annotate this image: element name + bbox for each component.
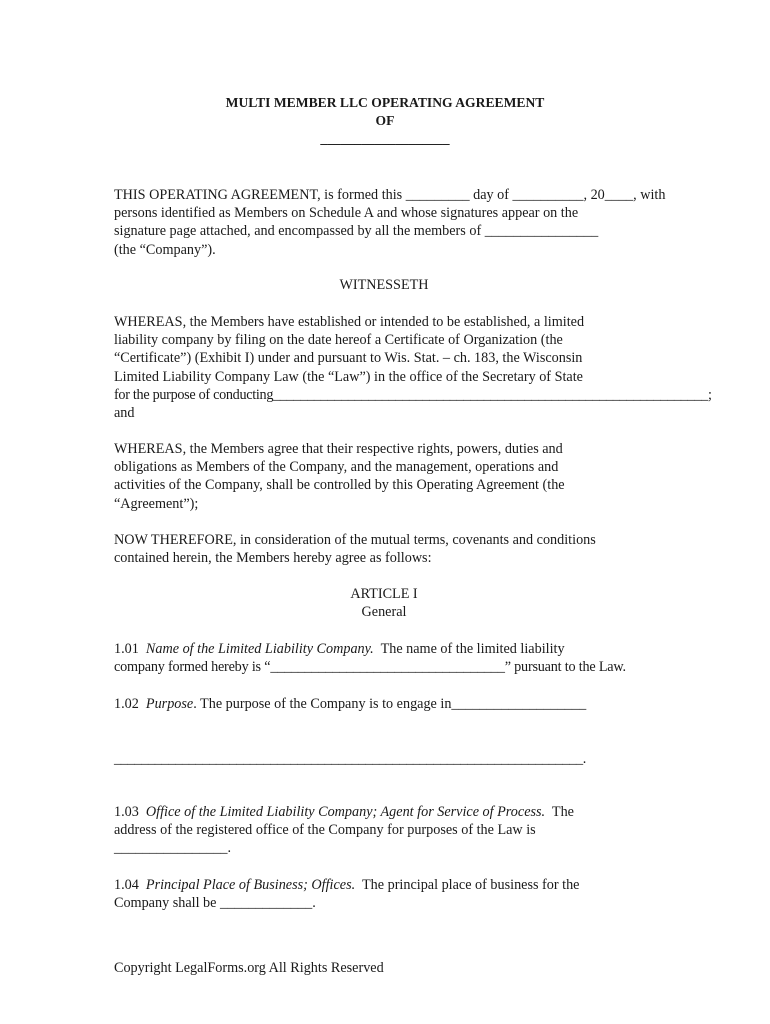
whereas-paragraph-1 xyxy=(114,313,712,422)
intro-paragraph xyxy=(114,186,666,259)
whereas-line: liability company by filing on the date hereof a Certificate of Organization (the xyxy=(114,332,563,349)
section-heading: Principal Place of Business; Offices. xyxy=(145,877,356,893)
section-text: The name of the limited liability xyxy=(380,641,565,657)
intro-line: (the “Company”). xyxy=(114,241,216,258)
section-text: The principal place of business for the xyxy=(362,877,580,893)
section-1-02 xyxy=(114,695,654,713)
whereas-line: obligations as Members of the Company, and the management, operations and xyxy=(114,459,559,476)
whereas-line: activities of the Company, shall be controlled by this Operating Agreement (the xyxy=(114,477,565,494)
whereas-line: “Agreement”); xyxy=(114,495,199,512)
whereas-line: “Certificate”) (Exhibit I) under and pursuant to Wis. Stat. – ch. 183, the Wisconsin xyxy=(114,350,583,367)
section-number: 1.01 xyxy=(114,641,139,657)
intro-line: signature page attached, and encompassed by all the members of ________________ xyxy=(114,223,599,240)
document-title xyxy=(0,94,770,148)
article-heading xyxy=(114,585,654,621)
section-text: company formed hereby is “__________________________________” pursuant to the Law. xyxy=(114,659,626,676)
section-text: Company shall be _____________. xyxy=(114,895,316,912)
section-text: . The purpose of the Company is to engage in___________________ xyxy=(193,696,587,712)
section-heading: Purpose xyxy=(145,696,194,712)
article-name: General xyxy=(361,604,407,621)
section-text: address of the registered office of the Company for purposes of the Law is xyxy=(114,822,536,839)
copyright-footer: Copyright LegalForms.org All Rights Reserved xyxy=(114,960,384,976)
article-number: ARTICLE I xyxy=(350,586,418,602)
section-number: 1.02 xyxy=(114,696,139,712)
title-line-1: MULTI MEMBER LLC OPERATING AGREEMENT xyxy=(225,95,545,110)
section-1-03 xyxy=(114,803,654,858)
section-text: The xyxy=(551,804,574,820)
section-number: 1.03 xyxy=(114,804,139,820)
section-heading: Name of the Limited Liability Company. xyxy=(145,641,374,657)
now-line: NOW THEREFORE, in consideration of the mutual terms, covenants and conditions xyxy=(114,532,596,548)
intro-line: THIS OPERATING AGREEMENT, is formed this _________ day of __________, 20____, with xyxy=(114,187,666,203)
section-1-02-blank-line: _____________________________________________________________________. xyxy=(114,751,587,767)
whereas-line: WHEREAS, the Members have established or intended to be established, a limited xyxy=(114,314,585,330)
title-company-blank: ___________________ xyxy=(320,131,450,146)
title-line-2: OF xyxy=(375,113,395,128)
whereas-line: for the purpose of conducting________________________________________________________________; xyxy=(114,386,712,403)
intro-line: persons identified as Members on Schedule A and whose signatures appear on the xyxy=(114,205,579,222)
now-line: contained herein, the Members hereby agree as follows: xyxy=(114,550,432,567)
whereas-paragraph-2 xyxy=(114,440,654,513)
witnesseth-heading: WITNESSETH xyxy=(339,277,429,293)
whereas-line: Limited Liability Company Law (the “Law”) in the office of the Secretary of State xyxy=(114,368,583,385)
whereas-line: and xyxy=(114,405,135,422)
section-text: ________________. xyxy=(114,840,232,857)
section-number: 1.04 xyxy=(114,877,139,893)
section-1-04 xyxy=(114,876,654,912)
now-therefore-paragraph xyxy=(114,531,654,567)
whereas-line: WHEREAS, the Members agree that their respective rights, powers, duties and xyxy=(114,441,563,457)
section-1-01 xyxy=(114,640,654,676)
section-heading: Office of the Limited Liability Company; Agent for Service of Process. xyxy=(145,804,546,820)
